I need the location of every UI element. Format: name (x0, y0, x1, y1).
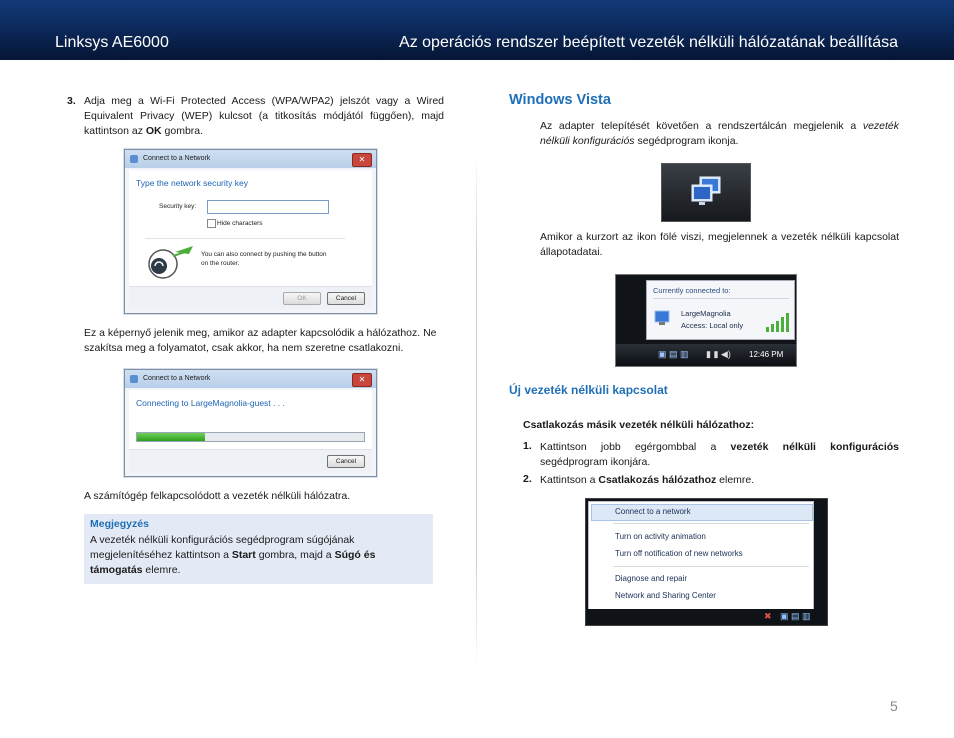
tray-icon-paragraph: Az adapter telepítését követően a rendszertálcán megjelenik a vezeték nélküli konfigurációs segédprogram ikonja. (540, 120, 899, 147)
wps-router-icon (145, 244, 197, 280)
step2-text: Kattintson a Csatlakozás hálózathoz elemre. (540, 474, 755, 486)
access-status: Access: Local only (681, 321, 744, 330)
step3-number: 3. (67, 95, 76, 107)
security-key-input[interactable] (207, 200, 329, 214)
connect-other-network-label: Csatlakozás másik vezeték nélküli hálózathoz: (523, 419, 755, 431)
note-title: Megjegyzés (90, 518, 149, 530)
tray-error-icon: ✖ (764, 611, 772, 621)
connecting-paragraph: Ez a képernyő jelenik meg, amikor az adapter kapcsolódik a hálózathoz. Ne szakítsa meg a folyamatot, csak akkor, ha nem szeretne csatlakozni. (84, 327, 437, 354)
connecting-dialog (124, 369, 377, 477)
hover-paragraph: Amikor a kurzort az ikon fölé viszi, megjelennek a vezeték nélküli kapcsolat állapotadatai. (540, 231, 899, 258)
page-number: 5 (890, 698, 898, 714)
page-header (0, 0, 954, 60)
dialog-title: Connect to a Network (143, 375, 211, 382)
connecting-heading: Connecting to LargeMagnolia-guest . . . (136, 398, 285, 408)
progress-fill (137, 433, 205, 441)
security-key-dialog (124, 149, 377, 314)
cancel-button[interactable]: Cancel (327, 455, 365, 468)
connected-paragraph: A számítógép felkapcsolódott a vezeték nélküli hálózatra. (84, 490, 351, 502)
connection-status-popup (615, 274, 797, 367)
menu-item-notification[interactable]: Turn off notification of new networks (615, 549, 743, 558)
menu-item-diagnose[interactable]: Diagnose and repair (615, 574, 688, 583)
connected-label: Currently connected to: (653, 286, 731, 295)
note-body: A vezeték nélküli konfigurációs segédprogram súgójának megjelenítéséhez kattintson a Start gombra, majd a Súgó és támogatás elemre. (90, 534, 376, 576)
tray-context-menu (585, 498, 828, 626)
tray-icons-2: ▮ ▮ ◀) (706, 349, 731, 359)
close-button[interactable]: ✕ (352, 153, 372, 167)
dialog-heading: Type the network security key (136, 178, 248, 188)
security-key-label: Security key: (159, 203, 197, 210)
page-title: Az operációs rendszer beépített vezeték nélküli hálózatának beállítása (399, 34, 898, 51)
network-icon (130, 155, 138, 163)
hide-characters-label: Hide characters (217, 220, 263, 227)
network-icon (130, 375, 138, 383)
clock: 12:46 PM (749, 350, 784, 359)
network-computers-icon (662, 164, 750, 221)
step3-text: Adja meg a Wi-Fi Protected Access (WPA/WPA2) jelszót vagy a Wired Equivalent Privacy (WEP) kulcsot (a titkosítás módjától függően), majd kattintson az OK gombra. (84, 95, 444, 137)
wireless-utility-tray-icon (661, 163, 751, 222)
network-icon (652, 309, 674, 329)
wps-instruction: You can also connect by pushing the button on the router. (201, 251, 327, 267)
connection-progress-bar (136, 432, 365, 442)
dialog-title: Connect to a Network (143, 155, 211, 162)
product-name: Linksys AE6000 (55, 34, 169, 51)
tray-network-icon: ▣ ▤ ▥ (780, 611, 811, 621)
step1-number: 1. (523, 440, 532, 452)
section-heading-vista: Windows Vista (509, 92, 611, 108)
section-heading-new-connection: Új vezeték nélküli kapcsolat (509, 383, 668, 397)
hide-characters-checkbox[interactable] (207, 219, 216, 228)
menu-item-network-center[interactable]: Network and Sharing Center (615, 591, 716, 600)
tray-icons: ▣ ▤ ▥ (658, 349, 689, 359)
close-button[interactable]: ✕ (352, 373, 372, 387)
signal-strength-icon (765, 311, 791, 333)
menu-item-connect[interactable]: Connect to a network (615, 507, 691, 516)
column-divider (476, 150, 477, 670)
cancel-button[interactable]: Cancel (327, 292, 365, 305)
step2-number: 2. (523, 473, 532, 485)
step1-text: Kattintson jobb egérgombbal a vezeték nélküli konfigurációs segédprogram ikonjára. (540, 441, 899, 468)
note-box (84, 514, 433, 584)
network-name: LargeMagnolia (681, 309, 731, 318)
ok-button[interactable]: OK (283, 292, 321, 305)
menu-item-activity-animation[interactable]: Turn on activity animation (615, 532, 706, 541)
